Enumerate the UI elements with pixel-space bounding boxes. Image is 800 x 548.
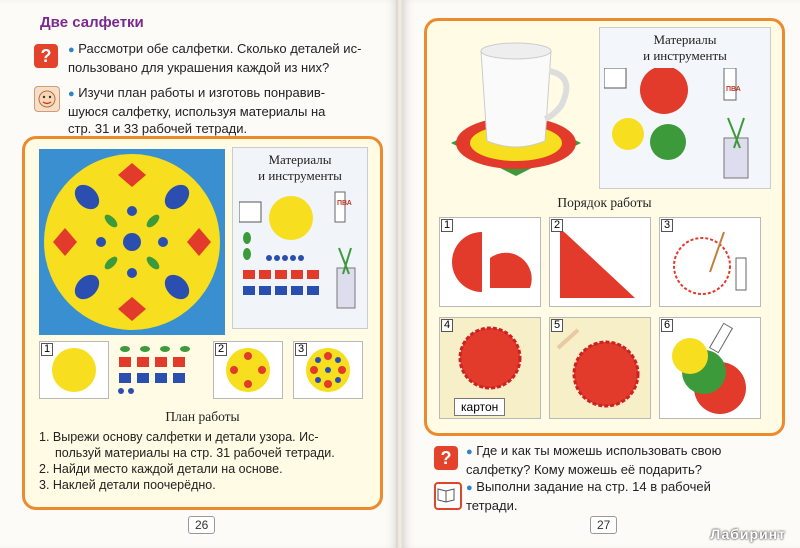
left-step-pieces	[115, 341, 205, 397]
glue-label: ПВА	[337, 200, 352, 207]
page-number-left: 26	[188, 516, 215, 534]
right-materials-illustration	[604, 68, 766, 184]
bullet-icon: ●	[466, 482, 473, 494]
napkin-illustration	[39, 149, 225, 335]
question-icon: ?	[34, 44, 58, 68]
order-title: Порядок работы	[557, 195, 652, 210]
materials-caption-line-1: Материалы	[653, 32, 717, 47]
discussion-question	[466, 442, 786, 478]
right-step-4	[439, 317, 541, 419]
materials-caption-line-2: и инструменты	[258, 168, 342, 183]
task-2-line-2: шуюся салфетку, используя материалы на	[68, 104, 326, 119]
step-number: 2	[215, 343, 227, 356]
step-number: 5	[551, 319, 563, 332]
right-page	[402, 0, 800, 548]
plan-title: План работы	[165, 409, 240, 424]
left-materials-panel	[232, 147, 368, 329]
question-line-2: салфетку? Кому можешь её подарить?	[466, 462, 703, 477]
step-number: 3	[295, 343, 307, 356]
left-step-2	[213, 341, 283, 399]
left-illustration-frame	[22, 136, 383, 510]
left-step-3	[293, 341, 363, 399]
right-step-5	[549, 317, 651, 419]
task-1	[68, 40, 388, 76]
book-icon	[434, 482, 462, 510]
step-number: 6	[661, 319, 673, 332]
publisher-watermark: Лабиринт	[710, 526, 786, 542]
right-step-3	[659, 217, 761, 307]
task-1-line-1: Рассмотри обе салфетки. Сколько деталей ис-	[78, 41, 362, 56]
cup-on-napkin-illustration	[441, 31, 591, 181]
step-number: 1	[41, 343, 53, 356]
bullet-icon: ●	[68, 88, 75, 100]
materials-caption-line-2: и инструменты	[643, 48, 727, 63]
step-number: 1	[441, 219, 453, 232]
task-2	[68, 84, 388, 137]
right-materials-panel	[599, 27, 771, 189]
left-page	[0, 0, 398, 548]
workbook-line-2: тетради.	[466, 498, 518, 513]
glue-label: ПВА	[726, 86, 741, 93]
step-number: 3	[661, 219, 673, 232]
page-number-right: 27	[590, 516, 617, 534]
step-number: 4	[441, 319, 453, 332]
right-illustration-frame	[424, 18, 785, 436]
plan-item-2: 2. Найди место каждой детали на основе.	[39, 462, 283, 476]
plan-item-3: 3. Наклей детали поочерёдно.	[39, 478, 216, 492]
materials-caption-line-1: Материалы	[268, 152, 332, 167]
bullet-icon: ●	[68, 44, 75, 56]
plan-item-1: 1. Вырежи основу салфетки и детали узора. Ис-	[39, 430, 319, 444]
lesson-title: Две салфетки	[40, 14, 144, 31]
left-step-1	[39, 341, 109, 399]
workbook-line-1: Выполни задание на стр. 14 в рабочей	[476, 479, 711, 494]
carton-label: картон	[454, 398, 505, 416]
workbook-task	[466, 478, 786, 514]
task-1-line-2: пользовано для украшения каждой из них?	[68, 60, 330, 75]
materials-illustration	[239, 188, 361, 324]
plan-item-1-cont: пользуй материалы на стр. 31 рабочей тетради.	[55, 446, 335, 460]
right-step-1	[439, 217, 541, 307]
student-face-icon	[34, 86, 60, 112]
question-line-1: Где и как ты можешь использовать свою	[476, 443, 722, 458]
question-icon: ?	[434, 446, 458, 470]
bullet-icon: ●	[466, 446, 473, 458]
plan-list	[39, 429, 374, 493]
task-2-line-1: Изучи план работы и изготовь понравив-	[78, 85, 326, 100]
right-step-2	[549, 217, 651, 307]
task-2-line-3: стр. 31 и 33 рабочей тетради.	[68, 121, 248, 136]
step-number: 2	[551, 219, 563, 232]
right-step-6	[659, 317, 761, 419]
